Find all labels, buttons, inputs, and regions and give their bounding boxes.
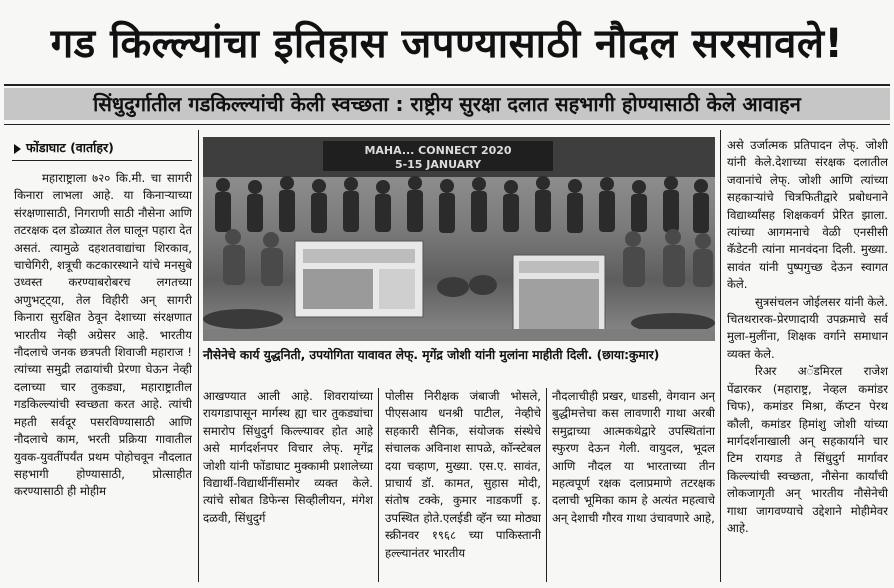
- subheadline-bar: [4, 88, 890, 120]
- photo-banner-line2: 5-15 JANUARY: [394, 158, 482, 171]
- paragraph: पोलीस निरीक्षक जंबाजी भोसले, पीएसआय धनश्री पाटील, नेव्हीचे सहकारी सैनिक, संयोजक संस्थेचे संचालक अविनाश सापळे, कॉन्स्टेबल दया चव्हाण, मुख्या. एस.ए. सावंत, प्राचार्य डॉ. कामत, सुहास मोदी, संतोष टक्के, कुमार नाडकर्णी इ. उपस्थित होते.एलईडी व्हॅन च्या मोठ्या स्क्रीनवर १९६८ च्या पाकिस्तानी हल्ल्यानंतर भारतीय: [385, 389, 541, 560]
- article-column-1: [14, 170, 192, 582]
- article-column-5: [727, 137, 888, 582]
- paragraph: रिअर अॅडमिरल राजेश पेंढारकर (महाराष्ट्र, नेव्हल कमांडर चिफ), कमांडर मिश्रा, कॅप्टन पेरथ कौली, कमांडर हिमांशु जोशी यांच्या मार्गदर्शनाखाली अन्‌ सहकार्याने चार टिम रायगड ते सिंधुदुर्ग मार्गावर किल्ल्यांची स्वच्छता, नौसेना कार्यांची लोकजागृती अन्‌ भारतीय नौसेनेची गाथा जागवण्याचे उद्देशाने मोहीमेवर आहे.: [727, 364, 888, 535]
- paragraph: महाराष्ट्राला ७२० कि.मी. चा सागरी किनारा लाभला आहे. या किनाऱ्याच्या संरक्षणासाठी, निगराणी साठी नौसेना आणि तटरक्षक दल डोळ्यात तेल घालून पहारा देत असतं. त्यामुळे दहशतवाद्यांचा शिरकाव, चाचेगिरी, शत्रूची कटकारस्थाने यांचे मनसुबे उध्वस्त करण्याबरोबरच लगतच्या अणुभट्ट्या, तेल विहीरी अन्‌ सागरी किनारा सुरक्षित ठेवून देशाच्या संरक्षणात भारतीय नेव्ही अग्रेसर आहे. भारतीय नौदलाचे जनक छत्रपती शिवाजी महाराज ! त्यांच्या समुद्री लढायांची प्रेरणा घेऊन नेव्ही दलाच्या चार तुकड्या, महाराष्ट्रातील गडकिल्ल्यांची स्वच्छता करत आहे. त्यांची महती सर्वदूर पसरविण्यासाठी आणि नौदलाचे काम, भरती प्रक्रिया गावातील युवक-युवतींपर्यंत प्रथम पोहोचवून नौदलात सहभागी होण्यासाठी, प्रोत्साहीत करण्यासाठी ही मोहीम: [14, 171, 192, 499]
- photo-scene: [203, 137, 715, 341]
- dateline: [14, 139, 114, 156]
- headline: गड किल्ल्यांचा इतिहास जपण्यासाठी नौदल सरसावले!: [50, 21, 844, 67]
- paragraph: सुत्रसंचलन जोईलसर यांनी केले. चितथरारक-प्रेरणादायी उपक्रमाचे सर्व मुला-मुलींना, शिक्षक वर्गाने समाधान व्यक्त केले.: [727, 294, 888, 361]
- paragraph: आखण्यात आली आहे. शिवरायांच्या रायगडापासून मार्गस्थ ह्या चार तुकड्यांचा समारोप सिंधुदुर्ग किल्ल्यावर होत आहे असे मार्गदर्शनपर विचार लेफ्. मृगेंद्र जोशी यांनी फोंडाघाट मुक्कामी प्रशालेच्या विद्यार्थी-विद्यार्थीनींसमोर व्यक्त केले. त्यांचे सोबत डिफेन्स सिव्हीलीयन, मंगेश दळवी, सिंधुदुर्ग: [203, 389, 373, 525]
- article-column-3: [385, 388, 541, 582]
- column-divider-4: [720, 130, 721, 582]
- subheadline-rule: [4, 124, 890, 125]
- headline-rule: [4, 84, 890, 86]
- column-divider-3: [546, 388, 547, 582]
- photo-caption: नौसेनेचे कार्य युद्धनिती, उपयोगिता यावावत लेफ्. मृगेंद्र जोशी यांनी मुलांना माहीती दिली. (छाया:कुमार): [203, 348, 660, 362]
- article-column-4: [552, 388, 715, 582]
- dateline-rule: [12, 160, 192, 161]
- photo-banner-line1: MAHA... CONNECT 2020: [364, 144, 512, 157]
- paragraph: असे उर्जात्मक प्रतिपादन लेफ्. जोशी यांनी केले.देशाच्या संरक्षक दलातील जवानांचे लेफ्. जोशी आणि त्यांच्या सहकाऱ्यांचे चित्रफितीद्वारे प्रबोधनाने विद्यार्थ्यांसह शिक्षकवर्ग प्रेरित झाला. त्यांच्या आगमनाचे वेळी एनसीसी कॅडेटनी त्यांना मानवंदना दिली. मुख्या. सावंत यांनी पुष्पगुच्छ देऊन स्वागत केले.: [727, 138, 888, 292]
- article-column-2: [203, 388, 373, 582]
- dateline-arrow-icon: [14, 144, 21, 154]
- dateline-text: फोंडाघाट (वार्ताहर): [26, 140, 114, 155]
- column-divider-1: [198, 130, 199, 582]
- column-divider-2: [378, 388, 379, 582]
- subheadline: सिंधुदुर्गातील गडकिल्ल्यांची केली स्वच्छता : राष्ट्रीय सुरक्षा दलात सहभागी होण्यासाठी केले आवाहन: [93, 92, 801, 116]
- article-photo: [203, 137, 715, 341]
- paragraph: नौदलाचीही प्रखर, धाडसी, वेगवान अन्‌ बुद्धीमत्तेचा कस लावणारी गाथा अरबी समुद्राच्या आत्मकथेद्वारे उपस्थितांना स्फुरण देऊन गेली. वायुदल, भूदल आणि नौदल या भारताच्या तीन महत्वपूर्ण रक्षक दलाप्रमाणे तटरक्षक दलाची भूमिका काम हे अत्यंत महत्वाचे अन्‌ देशाची गौरव गाथा उंचावणारे आहे,: [552, 389, 715, 525]
